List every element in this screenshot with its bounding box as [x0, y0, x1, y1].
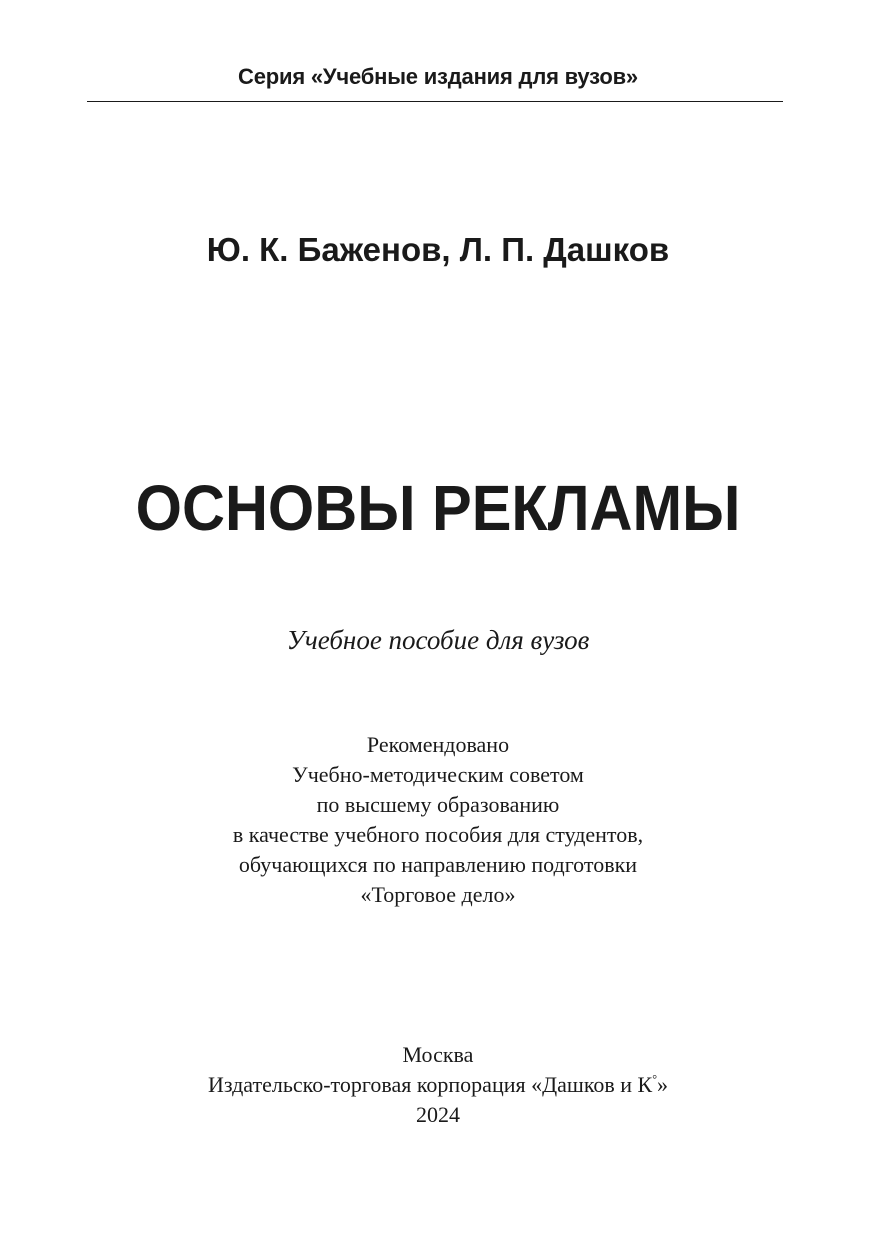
authors: Ю. К. Баженов, Л. П. Дашков — [206, 231, 670, 268]
book-title: ОСНОВЫ РЕКЛАМЫ — [135, 472, 741, 544]
recommendation-line: в качестве учебного пособия для студентов, — [232, 822, 644, 847]
publisher-degree-mark: ° — [652, 1072, 658, 1086]
recommendation-line: Учебно-методическим советом — [292, 762, 584, 787]
recommendation-line: Рекомендовано — [366, 732, 510, 757]
recommendation-line: «Торговое дело» — [360, 882, 516, 907]
book-subtitle: Учебное пособие для вузов — [286, 625, 590, 655]
series-heading: Серия «Учебные издания для вузов» — [238, 64, 638, 89]
imprint-publisher — [0, 1070, 876, 1100]
publisher-closing-quote: » — [657, 1072, 669, 1097]
recommendation-block — [0, 730, 876, 910]
publisher-name: Издательско-торговая корпорация «Дашков и К — [207, 1072, 653, 1097]
imprint-year: 2024 — [416, 1102, 460, 1127]
header-divider — [87, 101, 783, 102]
recommendation-line: обучающихся по направлению подготовки — [238, 852, 638, 877]
imprint-city: Москва — [402, 1042, 474, 1067]
imprint-block — [0, 1040, 876, 1130]
recommendation-line: по высшему образованию — [316, 792, 560, 817]
